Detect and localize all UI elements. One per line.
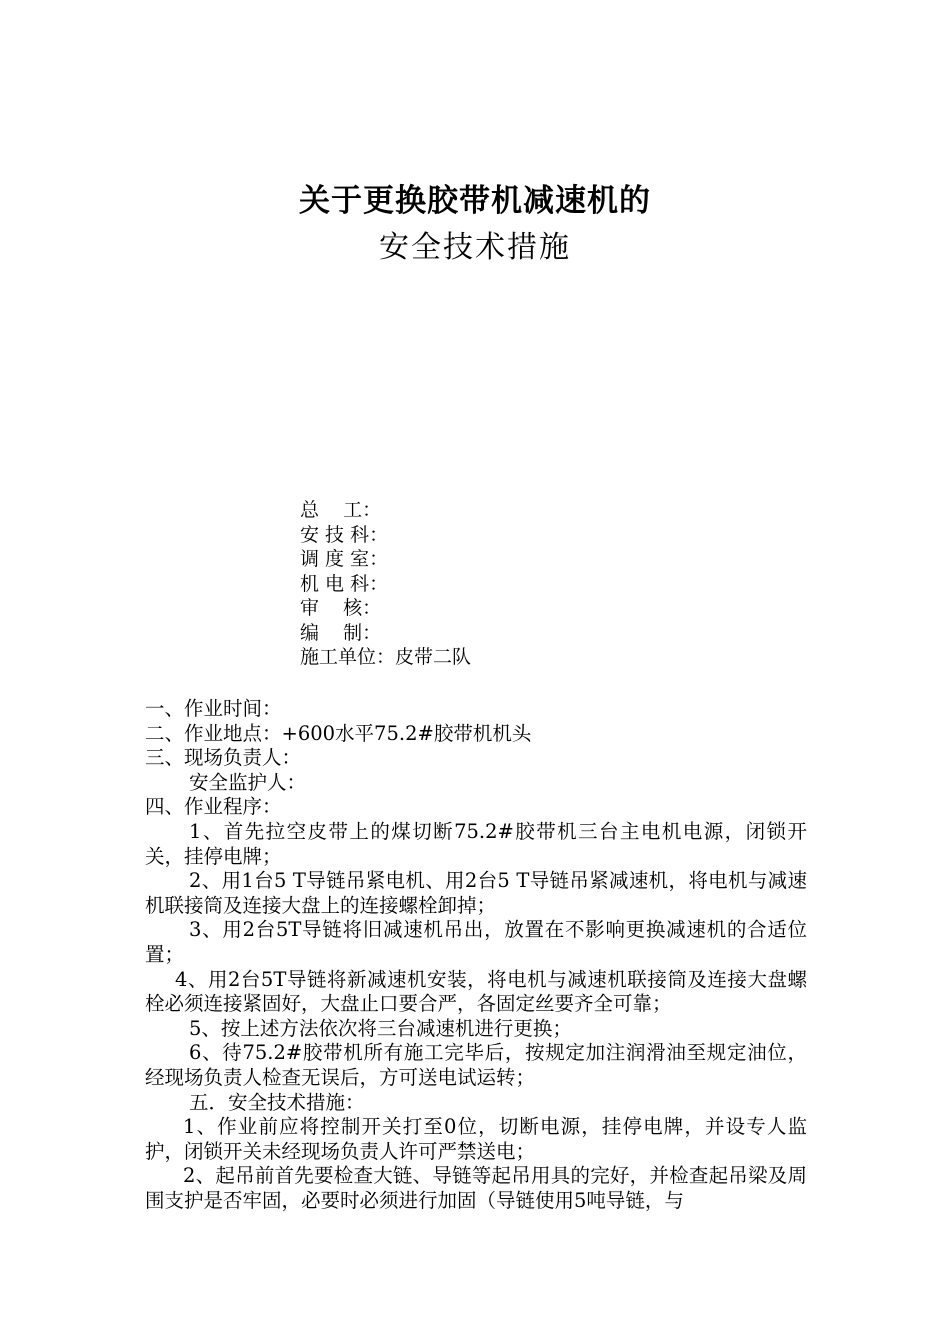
procedure-step: 3、用2台5T导链将旧减速机吊出，放置在不影响更换减速机的合适位置； — [145, 918, 807, 966]
signature-chief-engineer: 总 工： — [300, 499, 382, 521]
section-safety-monitor: 安全监护人： — [189, 770, 307, 794]
procedure-step: 1、首先拉空皮带上的煤切断75.2#胶带机三台主电机电源，闭锁开关，挂停电牌； — [145, 819, 807, 868]
procedure-step: 6、待75.2#胶带机所有施工完毕后，按规定加注润滑油至规定油位，经现场负责人检查无误后，方可送电试运转； — [145, 1041, 807, 1089]
section-safety-heading: 五．安全技术措施： — [189, 1090, 365, 1114]
signature-dispatch-room: 调 度 室： — [300, 548, 389, 570]
title-line-1: 关于更换胶带机减速机的 — [299, 183, 651, 219]
section-work-time: 一、作业时间： — [145, 697, 282, 720]
section-person-in-charge: 三、现场负责人： — [145, 746, 302, 770]
signature-reviewer: 审 核： — [300, 597, 382, 619]
signature-safety-dept: 安 技 科： — [300, 523, 389, 546]
procedure-step: 2、用1台5 T导链吊紧电机、用2台5 T导链吊紧减速机，将电机与减速机联接筒及连接大盘上的连接螺栓卸掉； — [145, 869, 807, 917]
procedure-step: 5、按上述方法依次将三台减速机进行更换； — [189, 1016, 572, 1040]
signature-construction-unit: 施工单位：皮带二队 — [300, 646, 472, 668]
document-title — [0, 178, 950, 272]
procedure-step: 4、用2台5T导链将新减速机安装，将电机与减速机联接筒及连接大盘螺栓必须连接紧固好，大盘止口要合严，各固定丝要齐全可靠； — [145, 967, 807, 1016]
title-line-2: 安全技术措施 — [379, 230, 571, 265]
signature-compiler: 编 制： — [300, 621, 382, 644]
safety-step: 2、起吊前首先要检查大链、导链等起吊用具的完好，并检查起吊梁及周围支护是否牢固，必要时必须进行加固（导链使用5吨导链，与 — [145, 1164, 807, 1212]
safety-step: 1、作业前应将控制开关打至0位，切断电源，挂停电牌，并设专人监护，闭锁开关未经现场负责人许可严禁送电； — [145, 1115, 807, 1163]
document-body — [145, 697, 807, 1213]
signature-block — [300, 498, 471, 670]
section-work-location: 二、作业地点：+600水平75.2#胶带机机头 — [145, 721, 532, 745]
section-procedure-heading: 四、作业程序： — [145, 795, 282, 819]
signature-electromechanical-dept: 机 电 科： — [300, 572, 389, 595]
